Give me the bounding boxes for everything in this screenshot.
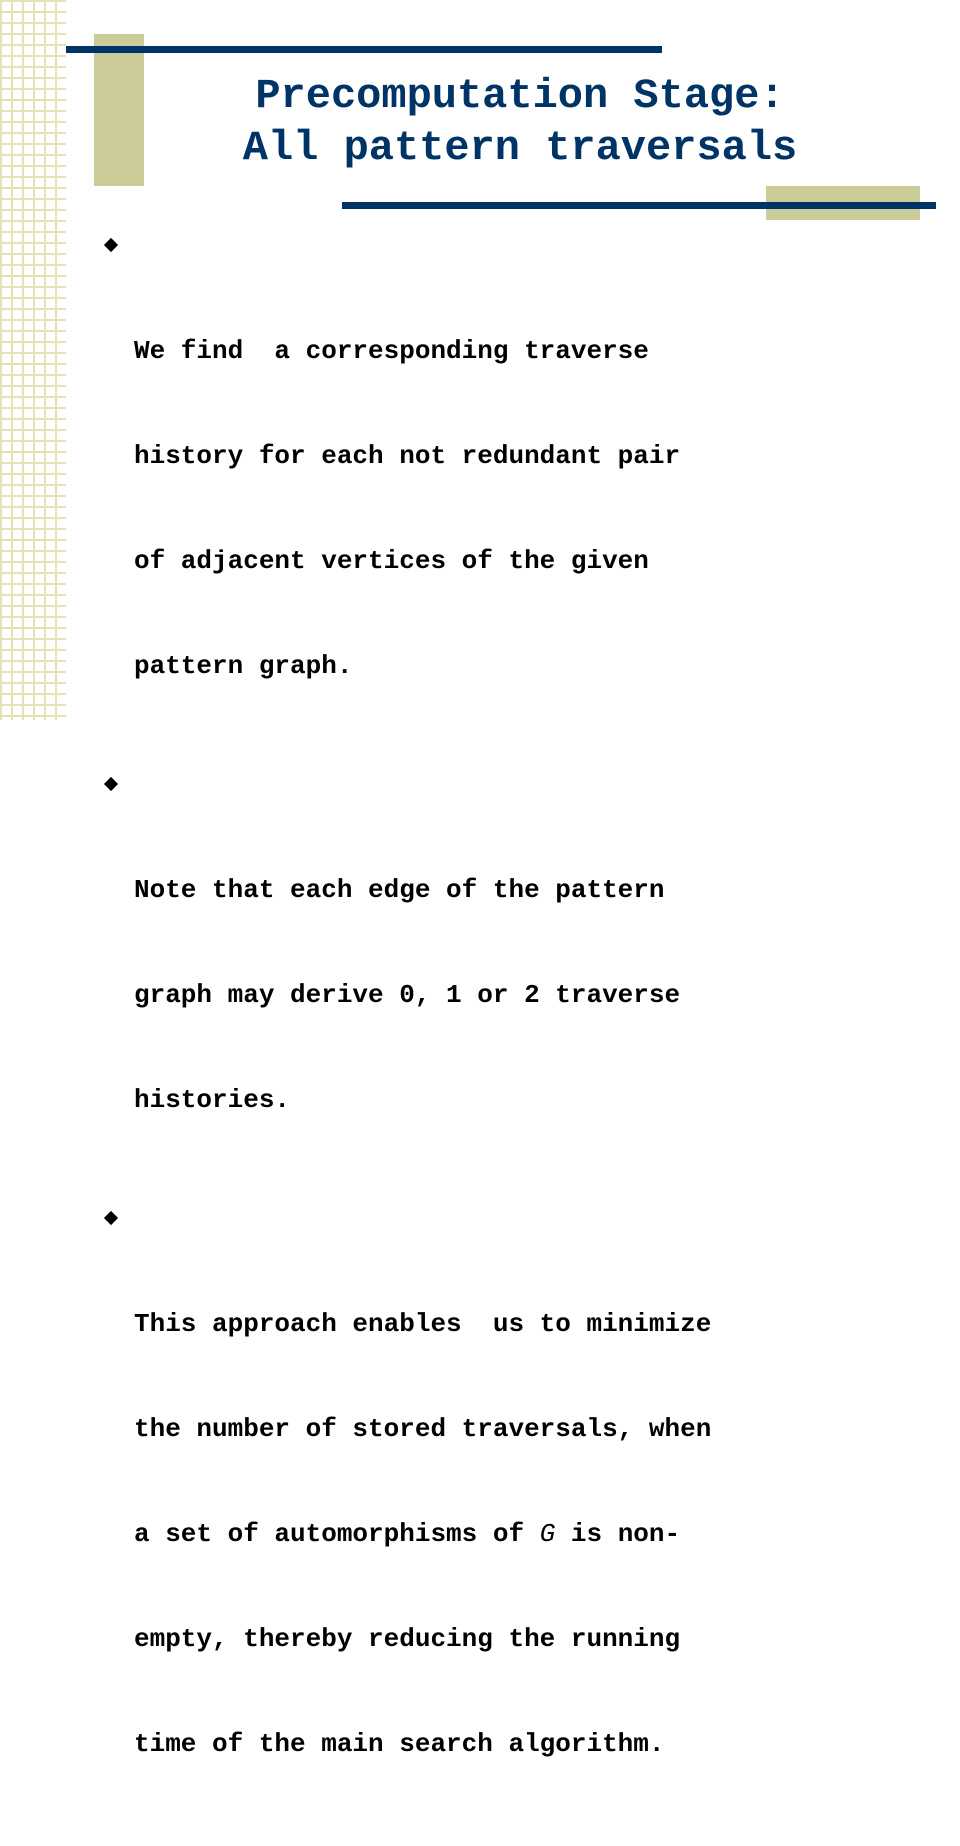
bullet-list: [100, 229, 920, 1846]
graph-symbol-g: G: [539, 1519, 556, 1549]
bullet-3-line-3-text-before: a set of automorphisms of: [134, 1519, 540, 1549]
bullet-item-2: [100, 768, 920, 1188]
diamond-bullet-icon: [104, 238, 118, 252]
bullet-2-line-2: graph may derive 0, 1 or 2 traverse: [134, 980, 681, 1010]
bullet-3-line-4: empty, thereby reducing the running: [134, 1624, 681, 1654]
bullet-1-line-4: pattern graph.: [134, 651, 353, 681]
bullet-2-line-1: Note that each edge of the pattern: [134, 875, 665, 905]
diamond-bullet-icon: [104, 1211, 118, 1225]
decorative-line-bottom: [342, 202, 936, 209]
bullet-3-line-5: time of the main search algorithm.: [134, 1729, 665, 1759]
slide-title: [140, 70, 900, 174]
diamond-bullet-icon: [104, 777, 118, 791]
decorative-block-left: [94, 34, 144, 186]
slide-title-line-2: All pattern traversals: [242, 124, 798, 172]
bullet-3-line-2: the number of stored traversals, when: [134, 1414, 712, 1444]
decorative-grid-strip: [0, 0, 66, 720]
bullet-3-line-3-text-after: is non-: [555, 1519, 681, 1549]
bullet-3-line-1: This approach enables us to minimize: [134, 1309, 712, 1339]
bullet-2-line-3: histories.: [134, 1085, 291, 1115]
bullet-1-line-2: history for each not redundant pair: [134, 441, 681, 471]
bullet-3-line-3: [134, 1517, 920, 1552]
decorative-line-top: [66, 46, 662, 53]
bullet-item-3: [100, 1202, 920, 1832]
slide-title-line-1: Precomputation Stage:: [255, 72, 785, 120]
bullet-1-line-1: We find a corresponding traverse: [134, 336, 649, 366]
bullet-item-1: [100, 229, 920, 754]
bullet-1-line-3: of adjacent vertices of the given: [134, 546, 649, 576]
